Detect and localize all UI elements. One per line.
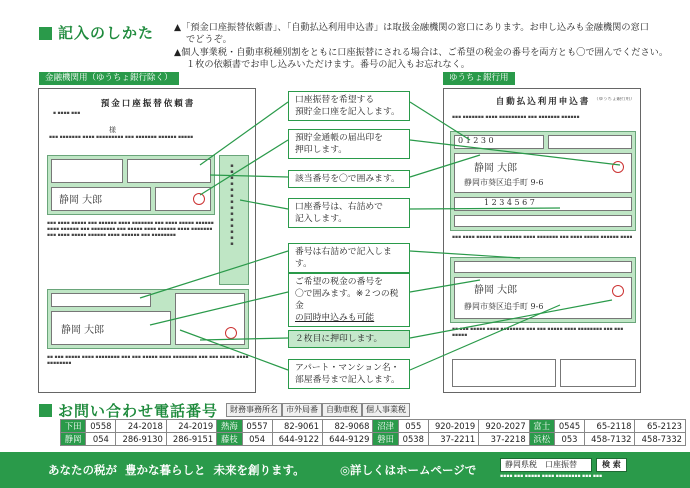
- right-form-handwritten-address-top: 静岡市葵区追手町 9-6: [464, 178, 544, 187]
- left-form-title: 預金口座振替依頼書: [100, 99, 196, 109]
- left-form-header-fineprint: ▪ ▪▪▪▪ ▪▪▪: [53, 111, 81, 116]
- office-name: 静岡: [61, 433, 86, 446]
- right-form-subtitle: （ゆうちょ銀行用）: [594, 97, 635, 102]
- right-form-handwritten-address-bottom: 静岡市葵区追手町 9-6: [464, 302, 544, 311]
- note-2-line-1: ▲個人事業税・自動車税種別割をともに口座振替にされる場合は、ご希望の税金の番号を両方とも〇で囲んでください。: [174, 46, 669, 58]
- office-name: 熱海: [217, 420, 242, 433]
- table-row: [61, 420, 686, 433]
- area-code: 0538: [398, 433, 428, 446]
- search-button[interactable]: 検 索: [596, 458, 627, 472]
- left-form-footnotes: ▪▪ ▪▪▪ ▪▪▪▪▪ ▪▪▪▪ ▪▪▪▪▪▪▪▪ ▪▪▪ ▪▪▪ ▪▪▪▪▪ ▪▪▪▪ ▪▪▪▪▪▪▪▪ ▪▪▪ ▪▪▪ ▪▪▪▪▪ ▪▪▪▪ ▪▪▪▪▪▪▪▪: [47, 355, 249, 366]
- auto-tax-phone: 65-2118: [585, 420, 635, 433]
- right-form-account-number: 1 2 3 4 5 6 7: [484, 198, 535, 207]
- phone-number-table: [60, 419, 686, 446]
- note-1-line-2: でどうぞ。: [186, 34, 232, 46]
- callout-second-sheet-seal: ２枚目に押印します。: [288, 330, 410, 348]
- right-form-footnotes: ▪▪ ▪▪▪ ▪▪▪▪▪ ▪▪▪▪ ▪▪▪▪▪▪▪▪ ▪▪▪ ▪▪▪ ▪▪▪▪▪ ▪▪▪▪ ▪▪▪▪▪▪▪▪ ▪▪▪ ▪▪▪ ▪▪▪▪▪: [452, 327, 624, 338]
- area-code: 0557: [242, 420, 272, 433]
- callout-account-number-right-aligned: 口座番号は、右詰めで 記入します。: [288, 198, 410, 228]
- right-form-handwritten-name-bottom: 静岡 大郎: [474, 285, 518, 296]
- header-auto-tax: 自動車税: [322, 403, 362, 417]
- auto-tax-phone: 24-2018: [116, 420, 166, 433]
- right-form-account-code: 0 1 2 3 0: [458, 136, 494, 145]
- right-form-terms: ▪▪▪ ▪▪▪▪ ▪▪▪▪▪ ▪▪▪ ▪▪▪▪▪▪ ▪▪▪▪ ▪▪▪▪▪▪▪ ▪▪▪ ▪▪▪▪ ▪▪▪▪▪ ▪▪▪▪▪▪ ▪▪▪▪: [452, 235, 633, 240]
- note-2-line-2: １枚の依頼書でお申し込みいただけます。番号の記入もお忘れなく。: [186, 58, 470, 70]
- area-code: 054: [242, 433, 272, 446]
- header-area-code: 市外局番: [282, 403, 322, 417]
- office-name: 沼津: [373, 420, 398, 433]
- callout-circle-number: 該当番号を〇で囲みます。: [288, 170, 410, 188]
- page-title: 記入のしかた: [58, 24, 155, 42]
- business-tax-phone: 24-2019: [166, 420, 216, 433]
- table-row: [61, 433, 686, 446]
- callout-full-address: アパート・マンション名・ 部屋番号まで記入します。: [288, 359, 410, 389]
- footer-slogan: あなたの税が 豊かな暮らしと 未来を創ります。: [48, 463, 305, 477]
- area-code: 0545: [554, 420, 584, 433]
- right-form-description: ▪▪▪ ▪▪▪▪▪▪▪ ▪▪▪▪ ▪▪▪▪▪▪▪▪▪ ▪▪▪ ▪▪▪▪▪▪▪ ▪▪▪▪▪▪: [452, 115, 580, 120]
- footer-fineprint: ▪▪▪▪ ▪▪▪ ▪▪▪▪▪ ▪▪▪▪ ▪▪▪▪▪▪▪▪ ▪▪▪ ▪▪▪: [500, 474, 603, 479]
- right-column-label: ゆうちょ銀行用: [443, 72, 515, 85]
- auto-tax-phone: 920-2019: [428, 420, 478, 433]
- business-tax-phone: 82-9068: [323, 420, 373, 433]
- area-code: 054: [86, 433, 116, 446]
- auto-tax-phone: 458-7132: [585, 433, 635, 446]
- business-tax-phone: 644-9129: [323, 433, 373, 446]
- callout-select-tax: ご希望の税金の番号を 〇で囲みます。※２つの税金 の同時申込みも可能: [288, 273, 410, 327]
- business-tax-phone: 458-7332: [635, 433, 686, 446]
- left-form-recipient: 様: [109, 126, 116, 134]
- callout-seal-stamp: 預貯金通帳の届出印を 押印します。: [288, 129, 410, 159]
- right-form-handwritten-name-top: 静岡 大郎: [474, 163, 518, 174]
- area-code: 0558: [86, 420, 116, 433]
- auto-tax-phone: 37-2211: [428, 433, 478, 446]
- business-tax-phone: 65-2123: [635, 420, 686, 433]
- footer-more-info: ◎詳しくはホームページで: [340, 463, 477, 477]
- search-input[interactable]: 静岡県税 口座振替: [500, 458, 592, 472]
- business-tax-phone: 920-2027: [479, 420, 529, 433]
- left-form-handwritten-name-bottom: 静岡 大郎: [61, 325, 105, 336]
- area-code: 053: [554, 433, 584, 446]
- office-name: 富士: [529, 420, 554, 433]
- note-1-line-1: ▲「預金口座振替依頼書」、「自動払込利用申込書」は取扱金融機関の窓口にあります。お申し込みも金融機関の窓口: [174, 22, 649, 33]
- callout-number-right-aligned: 番号は右詰めで記入します。: [288, 243, 410, 273]
- area-code: 055: [398, 420, 428, 433]
- auto-tax-phone: 286-9130: [116, 433, 166, 446]
- office-name: 浜松: [529, 433, 554, 446]
- office-name: 磐田: [373, 433, 398, 446]
- left-form-handwritten-name-top: 静岡 大郎: [59, 195, 103, 206]
- callout-account-entry: 口座振替を希望する 預貯金口座を記入します。: [288, 91, 410, 121]
- contact-title: お問い合わせ電話番号: [58, 402, 219, 420]
- header-business-tax: 個人事業税: [362, 403, 410, 417]
- auto-tax-phone: 644-9122: [272, 433, 322, 446]
- left-form-description: ▪▪▪ ▪▪▪▪▪▪▪ ▪▪▪▪ ▪▪▪▪▪▪▪▪▪ ▪▪▪ ▪▪▪▪▪▪▪ ▪▪▪▪▪▪ ▪▪▪▪▪: [49, 135, 194, 140]
- left-form-terms: ▪▪▪ ▪▪▪▪ ▪▪▪▪▪ ▪▪▪ ▪▪▪▪▪▪ ▪▪▪▪ ▪▪▪▪▪▪▪ ▪▪▪ ▪▪▪▪ ▪▪▪▪▪ ▪▪▪▪▪▪ ▪▪▪▪ ▪▪▪▪▪▪ ▪▪▪ ▪▪▪▪▪▪▪▪ ▪▪▪ ▪▪▪▪▪ ▪▪▪▪ ▪▪▪▪▪▪ ▪▪▪▪ ▪▪▪▪▪▪▪ ▪▪▪ ▪▪▪▪ ▪▪▪▪▪ ▪▪▪▪▪▪ ▪▪▪▪ ▪▪▪▪▪▪ ▪▪▪ ▪▪▪▪▪▪▪▪: [47, 221, 214, 238]
- office-name: 下田: [61, 420, 86, 433]
- right-form-title: 自動払込利用申込書: [495, 97, 591, 107]
- left-form-side-label: ▪▪▪▪▪▪▪▪▪▪▪▪▪▪: [229, 163, 235, 247]
- header-office: 財務事務所名: [226, 403, 282, 417]
- footer-banner: [0, 452, 690, 488]
- office-name: 藤枝: [217, 433, 242, 446]
- contact-marker-icon: [39, 404, 52, 417]
- left-column-label: 金融機関用（ゆうちょ銀行除く）: [39, 72, 179, 85]
- contact-headers: [226, 403, 410, 417]
- business-tax-phone: 286-9151: [166, 433, 216, 446]
- auto-tax-phone: 82-9061: [272, 420, 322, 433]
- business-tax-phone: 37-2218: [479, 433, 529, 446]
